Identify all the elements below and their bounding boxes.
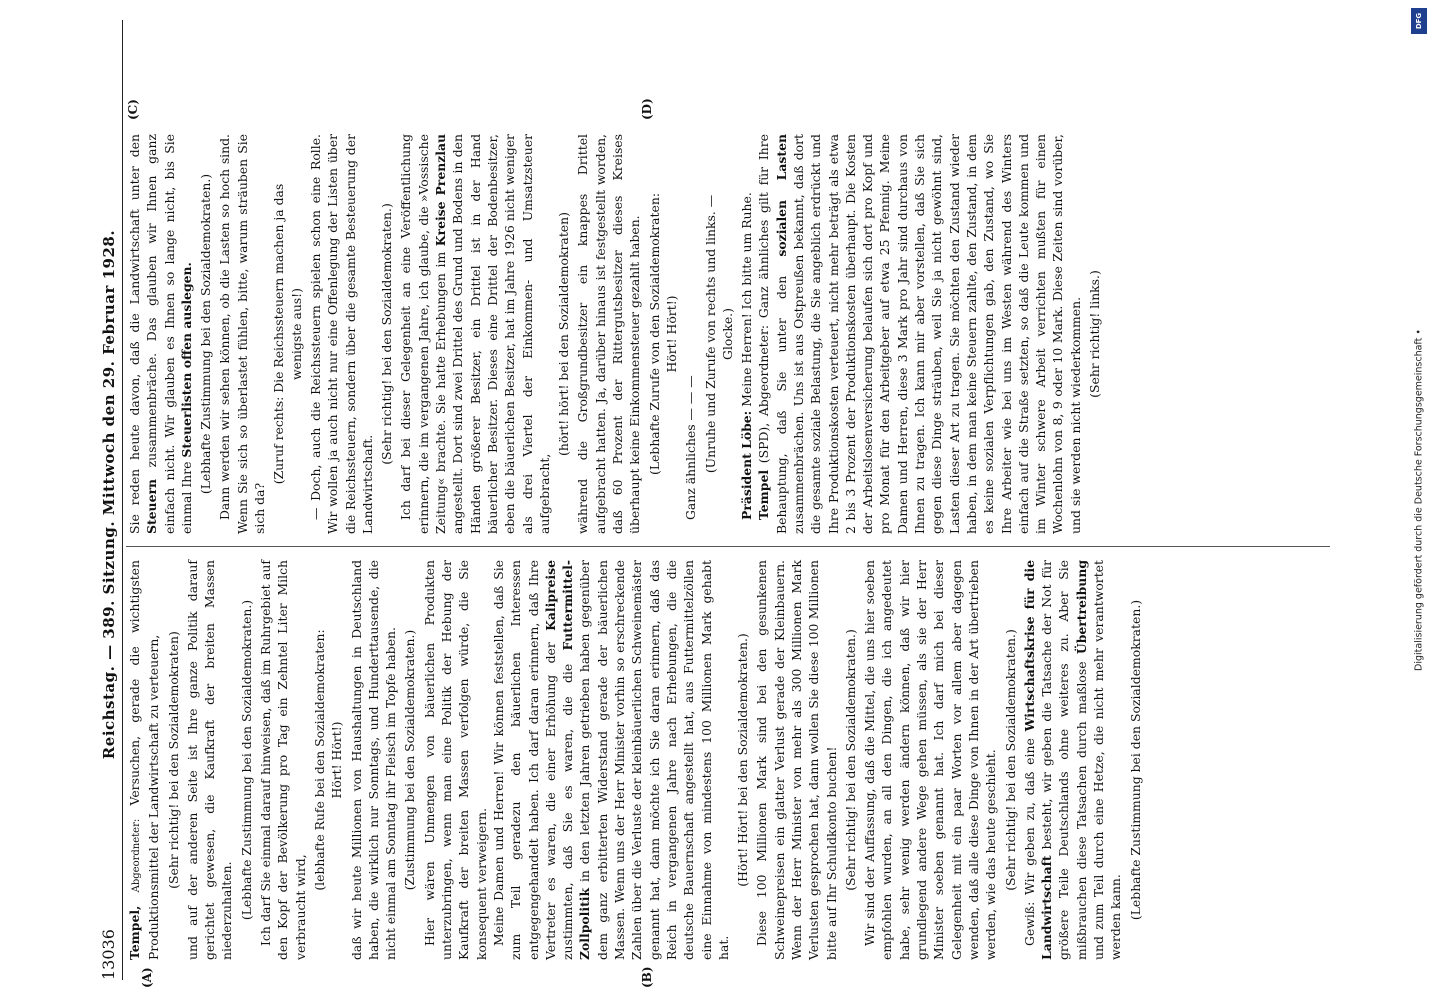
speaker-name: Tempel,	[127, 905, 142, 960]
page-header	[80, 20, 123, 980]
interjection: (Sehr richtig! bei den Sozialdemokraten.)	[379, 203, 395, 465]
paragraph-text: Meine Damen und Herren! Wir können feststellen, daß Sie zum Teil geradezu den bäuerlichen Interessen entgegengehandelt haben. Ich darf daran erinnern, daß Ihre Vertreter es waren, die einer Erhöhung der	[490, 560, 558, 960]
paragraph-text: zusammenbrächen. Uns ist aus Ostpreußen bekannt, daß dort die gesamte soziale Belastung, die Sie angeblich erdrückt und Ihre Produktionskosten verteuert, nicht mehr beträgt als etwa 2 bis 3 Prozent der Produktionskosten überhaupt. Die Kosten der Arbeitslosenversicherung belaufen sich dort pro Kopf und pro Monat für den Arbeitgeber auf etwa 25 Pfennig. Meine Damen und Herren, diese 3 Mark pro Jahr sind durchaus von Ihnen zu tragen. Ich kann mir aber vorstellen, daß Sie sich gegen diese Dinge sträuben, weil Sie ja nicht gewöhnt sind, Lasten dieser Art zu tragen. Sie möchten den Zustand wieder haben, in dem man keine Steuern zahlte, den Zustand, in dem es keine sozialen Verpflichtungen gab, den Zustand, wo Sie Ihre Arbeiter wie bei uns im Westen während des Winters einfach auf die Straße setzten, so daß die Leute kommen und im Winter schwere Arbeit verrichten mußten für einen Wochenlohn von 8, 9 oder 10 Mark. Diese Zeiten sind vorüber, und sie werden nicht wiederkommen.	[790, 134, 1083, 534]
paragraph-text: angestellt. Dort sind zwei Drittel des Grund und Bodens in den Händen größerer Besitzer, ein Drittel ist in der Hand bäuerlicher Besitzer. Dieses eine Drittel der Bodenbesitzer, eben die bäuerlichen Besitzer, hat im Jahre 1926 nicht weniger als drei Viertel der Einkommen- und Umsatzsteuer aufgebracht,	[450, 134, 552, 534]
paragraph	[397, 134, 553, 534]
interjection: (Lebhafte Zustimmung bei den Sozialdemokraten.)	[1127, 599, 1143, 921]
interjection-line: wenigste aus!)	[288, 288, 304, 380]
emphasis: Kreise Prenzlau	[433, 134, 449, 247]
right-column	[126, 134, 1330, 534]
interjection: (Lebhafte Zustimmung bei den Sozialdemokraten.)	[238, 599, 254, 921]
interjection	[311, 582, 346, 938]
paragraph-text: Meine Herren! Ich bitte um Ruhe.	[739, 192, 755, 407]
page-title: Reichstag. — 389. Sitzung. Mittwoch den 29. Februar 1928.	[100, 229, 118, 760]
paragraph	[126, 560, 163, 960]
digitization-credit: Digitalisierung gefördert durch die Deutsche Forschungsgemeinschaft •	[1413, 329, 1425, 671]
paragraph: Diese 100 Millionen Mark sind bei den gesunkenen Schweinepreisen ein glatter Verlust gerade der Kleinbauern. Wenn der Herr Minister von mehr als 300 Millionen Mark Verlusten gesprochen hat, dann wollen Sie diese 100 Millionen bitte auf Ihr Schuldkonto buchen!	[754, 560, 839, 960]
interjection: (hört! hört! bei den Sozialdemokraten)	[556, 212, 572, 456]
paragraph	[1021, 560, 1125, 960]
paragraph: Wir sind der Auffassung, daß die Mittel, die uns hier soeben empfohlen wurden, an all den Dingen, die ich angedeutet habe, sehr wenig werden ändern können, daß wir hier grundlegend andere Wege gehen müssen, als sie der Herr Minister soeben genannt hat. Ich darf mich bei dieser Gelegenheit mit ein paar Worten vor allem aber dagegen wenden, daß alle diese Dinge von Ihnen in der Art übertrieben werden, wie das heute geschieht.	[862, 560, 999, 960]
paragraph-text: in den letzten Jahren getrieben haben gegenüber dem ganz erbitterten Widerstand gerade der bäuerlichen Massen. Wenn uns der Herr Minister vorhin so erschreckende Zahlen über die Verluste der kleinbäuerlichen Schweinemäster genannt hat, dann möchte ich Sie daran erinnern, daß das Reich in vergangenen Jahre nach Erhebungen, die die deutsche Bauernschaft angestellt hat, aus Futtermittelzöllen eine Einnahme von mindestens 100 Millionen Mark gehabt hat.	[577, 560, 731, 960]
emphasis: Steuerlisten offen auslegen.	[178, 262, 194, 458]
interjection: (Sehr richtig! links.)	[1087, 270, 1103, 398]
paragraph: Ganz ähnliches — — —	[683, 375, 699, 520]
interjection	[646, 156, 681, 512]
paragraph: und auf der anderen Seite ist Ihre ganze Politik darauf gerichtet gewesen, die Kaufkraft der breiten Massen niederzuhalten.	[184, 560, 235, 960]
interjection: (Lebhafte Zustimmung bei den Sozialdemokraten.)	[198, 173, 214, 495]
dfg-logo	[1411, 8, 1427, 34]
paragraph-text: zusammenbräche. Das glauben wir Ihnen ganz einfach nicht. Wir glauben es Ihnen so lange nicht, bis Sie einmal Ihre	[144, 134, 194, 534]
dfg-logo-text: DFG	[1415, 12, 1423, 30]
rotated-document-page	[80, 0, 1330, 1000]
paragraph: Dann werden wir sehen können, ob die Lasten so hoch sind. Wenn Sie sich so überlastet fühlen, bitte, warum sträuben Sie sich da?	[217, 134, 268, 534]
emphasis: Steuern	[144, 479, 160, 534]
speaker-role: Abgeordneter:	[131, 818, 142, 893]
paragraph	[738, 134, 755, 534]
speaker-name: Tempel	[756, 469, 772, 520]
interjection: (Hört! Hört! bei den Sozialdemokraten.)	[735, 633, 751, 887]
interjection: (Zustimmung bei den Sozialdemokraten.)	[402, 629, 418, 891]
margin-marker-a: (A)	[140, 967, 154, 988]
emphasis: Futtermittel-Zollpolitik	[560, 560, 593, 960]
interjection-line: (Unruhe und Zurufe von rechts und links. —	[702, 194, 718, 474]
emphasis: Übertreibung	[1073, 560, 1089, 655]
paragraph: Ich darf Sie einmal darauf hinweisen, daß im Ruhrgebiet auf den Kopf der Bevölkerung pro Tag ein Zehntel Liter Milch verbraucht wird,	[258, 560, 308, 960]
margin-marker-d: (D)	[640, 98, 654, 120]
margin-marker-b: (B)	[640, 966, 654, 988]
emphasis: sozialen Lasten	[773, 134, 789, 257]
speaker-name: Präsident Löbe:	[739, 410, 755, 520]
paragraph-text: besteht, wir geben die Tatsache der Not für größere Teile Deutschlands ohne weiteres zu. Aber Sie mißbrauchen diese Tatsachen durch maßlose	[1039, 560, 1089, 960]
paragraph	[126, 134, 195, 534]
interjection: (Sehr richtig! bei den Sozialdemokraten.)	[1002, 629, 1018, 891]
paragraph	[490, 560, 732, 960]
paragraph-text: und zum Teil durch eine Hetze, die nicht mehr verantwortet werden kann.	[1091, 560, 1124, 960]
interjection-line: (Lebhafte Zurufe von den Sozialdemokraten:	[646, 193, 662, 475]
emphasis: Wirtschaftskrise für die Landwirtschaft	[1021, 560, 1055, 960]
page-number: 13036	[99, 929, 118, 980]
paragraph-text: Ich darf bei dieser Gelegenheit an eine Veröffentlichung erinnern, die im vergangenen Jahre, ich glaube, die »Vossische Zeitung« brachte. Sie hatte Erhebungen im	[398, 134, 449, 534]
paragraph-text: Sie reden heute davon, daß die Landwirtschaft unter den	[127, 134, 142, 534]
interjection: (Sehr richtig! bei den Sozialdemokraten.)	[842, 629, 858, 891]
paragraph-text: Versuchen, gerade die wichtigsten Produktionsmittel der Landwirtschaft zu verteuern,	[127, 560, 162, 960]
interjection-line: (Zuruf rechts: Die Reichssteuern machen ja das	[271, 183, 287, 485]
emphasis: Kalipreise	[542, 560, 558, 631]
interjection	[702, 156, 737, 512]
paragraph: — Doch, auch die Reichssteuern spielen schon eine Rolle. Wir wollen ja auch nicht nur eine Offenlegung der Listen über die Reichssteuern, sondern über die gesamte Besteuerung der Landwirtschaft.	[307, 134, 375, 534]
interjection: (Sehr richtig! bei den Sozialdemokraten)	[165, 631, 181, 889]
paragraph-text: (SPD), Abgeordneter: Ganz ähnliches gilt für Ihre Behauptung, daß Sie unter den	[756, 134, 789, 534]
interjection-line: (lebhafte Rufe bei den Sozialdemokraten:	[311, 629, 327, 891]
paragraph: daß wir heute Millionen von Haushaltungen in Deutschland haben, die wirklich nur Sonntags, und Hunderttausende, die nicht einmal am Sonntag ihr Fleisch im Topfe haben.	[348, 560, 399, 960]
paragraph-text: zustimmten, daß Sie es waren, die die	[560, 663, 576, 960]
paragraph: während die Großgrundbesitzer ein knappes Drittel aufgebracht hatten. Ja, darüber hinaus ist festgestellt worden, daß 60 Prozent der Rittergutsbesitzer dieses Kreises überhaupt keine Einkommensteuer gezahlt haben.	[575, 134, 643, 534]
paragraph	[755, 134, 1084, 534]
paragraph: Hier wären Unmengen von bäuerlichen Produkten unterzubringen, wenn man eine Politik der Hebung der Kaufkraft der breiten Massen verfolgen würde, die Sie konsequent verweigern.	[421, 560, 489, 960]
paragraph-text: Gewiß: Wir geben zu, daß eine	[1021, 738, 1037, 946]
margin-marker-c: (C)	[126, 99, 140, 120]
interjection-line: Hört! Hört!)	[329, 721, 345, 799]
interjection	[270, 156, 305, 512]
interjection-line: Hört! Hört!)	[663, 295, 679, 373]
interjection-line: Glocke.)	[719, 308, 735, 360]
left-column	[126, 560, 1330, 960]
